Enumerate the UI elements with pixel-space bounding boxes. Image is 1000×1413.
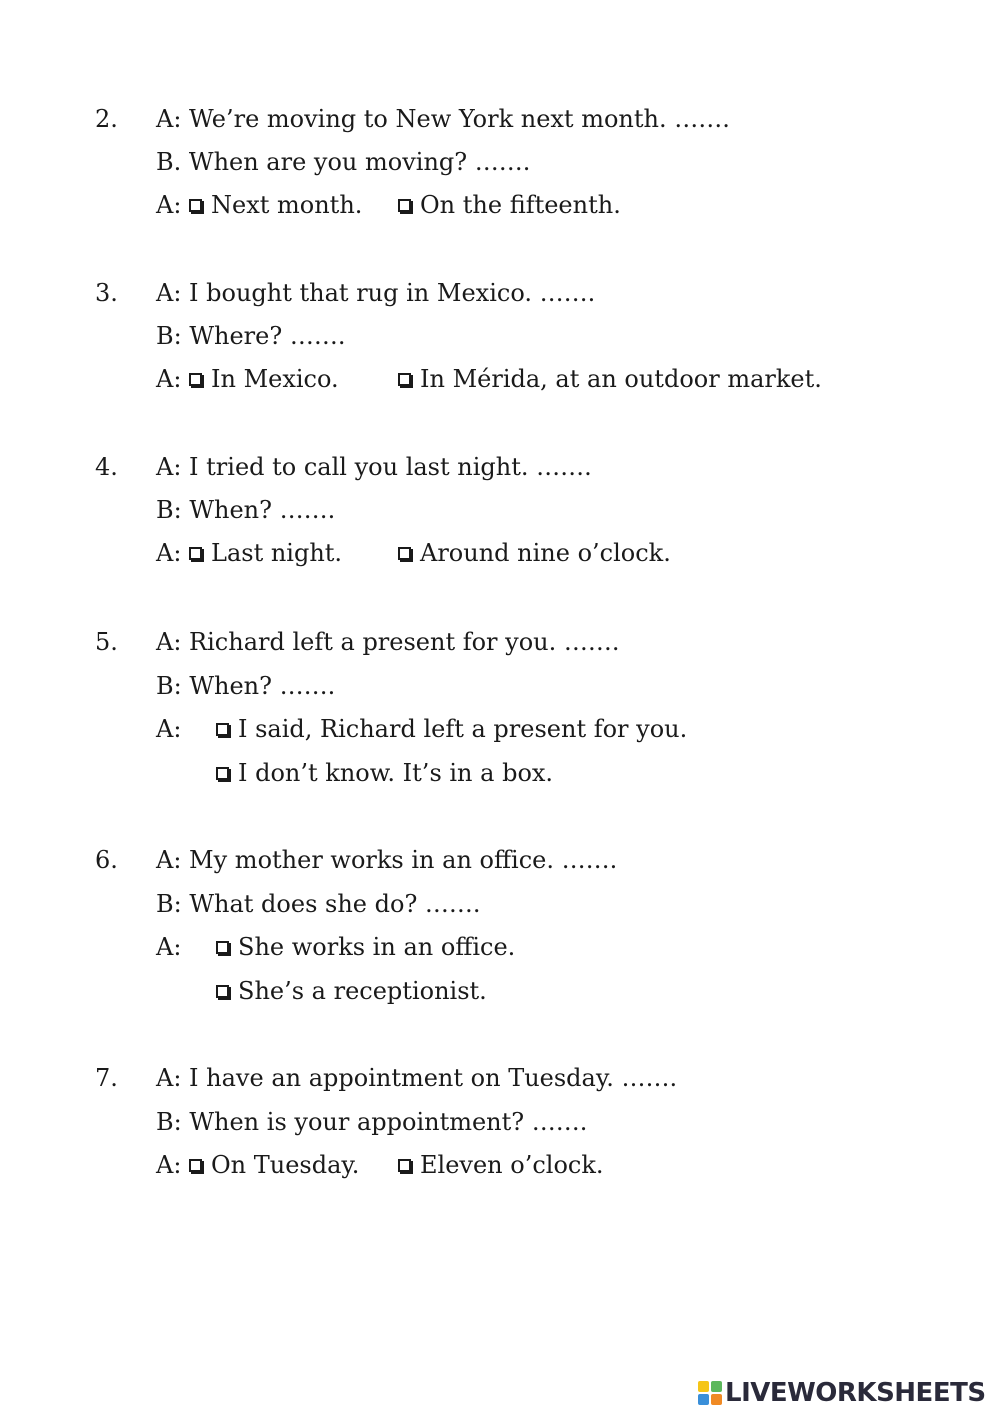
liveworksheets-logo-icon [698,1381,722,1405]
option-label: On Tuesday. [211,1151,360,1179]
answer-prefix: A: [156,365,182,393]
checkbox-icon[interactable] [189,547,202,560]
checkbox-icon[interactable] [189,199,202,212]
option-2[interactable] [398,183,621,227]
line-b: B. When are you moving? ……. [156,148,531,176]
option-label: In Mérida, at an outdoor market. [420,365,822,393]
option-1[interactable] [216,707,687,751]
question-number: 4. [95,453,118,481]
option-2[interactable] [398,531,671,575]
option-label: Last night. [211,539,343,567]
brand-name: LIVEWORKSHEETS [725,1378,986,1408]
option-2[interactable] [216,969,487,1013]
answer-prefix: A: [156,539,182,567]
question-number: 3. [95,279,118,307]
option-1[interactable] [189,183,362,227]
answer-prefix: A: [156,715,182,743]
liveworksheets-footer [698,1378,986,1408]
line-a: A: We’re moving to New York next month. ……. [156,105,730,133]
line-a: A: Richard left a present for you. ……. [156,628,620,656]
option-1[interactable] [189,531,342,575]
line-b: B: Where? ……. [156,322,346,350]
answer-prefix: A: [156,933,182,961]
option-label: Around nine o’clock. [420,539,671,567]
line-a: A: I tried to call you last night. ……. [156,453,592,481]
option-label: Eleven o’clock. [420,1151,604,1179]
checkbox-icon[interactable] [398,1159,411,1172]
question-number: 6. [95,846,118,874]
option-label: Next month. [211,191,363,219]
option-2[interactable] [398,1143,604,1187]
option-label: In Mexico. [211,365,339,393]
option-2[interactable] [216,751,553,795]
checkbox-icon[interactable] [189,373,202,386]
line-a: A: I have an appointment on Tuesday. ……. [156,1064,678,1092]
option-1[interactable] [189,357,339,401]
checkbox-icon[interactable] [216,767,229,780]
checkbox-icon[interactable] [216,723,229,736]
option-label: She works in an office. [238,933,516,961]
checkbox-icon[interactable] [189,1159,202,1172]
question-number: 2. [95,105,118,133]
question-number: 7. [95,1064,118,1092]
checkbox-icon[interactable] [398,373,411,386]
option-label: I said, Richard left a present for you. [238,715,688,743]
option-1[interactable] [189,1143,359,1187]
checkbox-icon[interactable] [216,941,229,954]
line-b: B: When? ……. [156,672,336,700]
answer-prefix: A: [156,1151,182,1179]
checkbox-icon[interactable] [216,985,229,998]
line-b: B: When? ……. [156,496,336,524]
option-label: She’s a receptionist. [238,977,487,1005]
line-a: A: My mother works in an office. ……. [156,846,618,874]
line-a: A: I bought that rug in Mexico. ……. [156,279,596,307]
line-b: B: When is your appointment? ……. [156,1108,588,1136]
option-2[interactable] [398,357,822,401]
answer-prefix: A: [156,191,182,219]
checkbox-icon[interactable] [398,199,411,212]
option-label: I don’t know. It’s in a box. [238,759,554,787]
checkbox-icon[interactable] [398,547,411,560]
option-label: On the fifteenth. [420,191,621,219]
option-1[interactable] [216,925,515,969]
question-number: 5. [95,628,118,656]
line-b: B: What does she do? ……. [156,890,481,918]
